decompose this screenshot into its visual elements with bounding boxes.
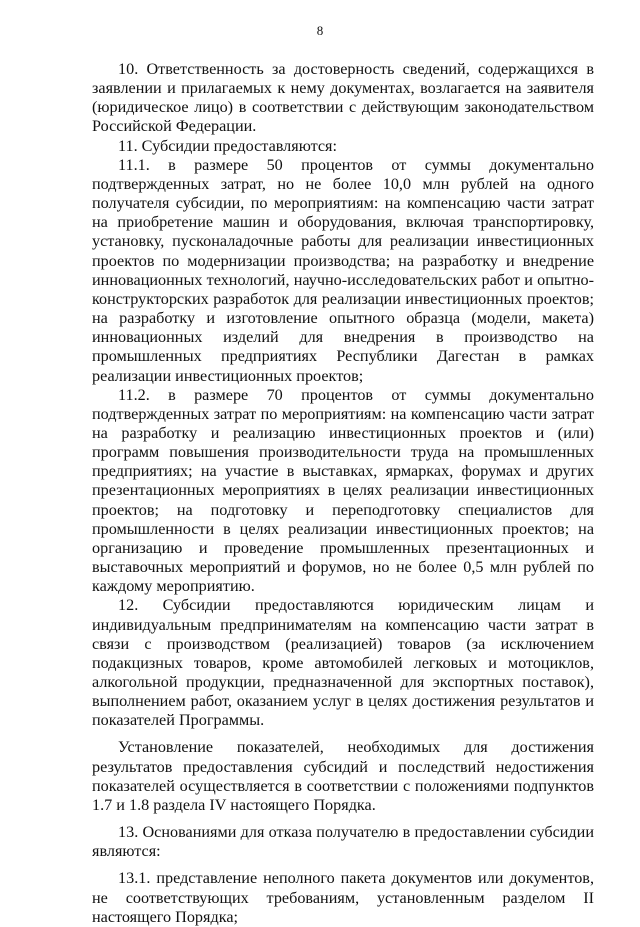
paragraph-12: 12. Субсидии предоставляются юридическим лицам и индивидуальным предпринимателям на компенсацию части затрат в связи с производством (реализацией) товаров (за исключением подакцизных товаров, кроме автомобилей легковых и мотоциклов, алкогольной продукции, предназначенной для экспортных поставок), выполнением работ, оказанием услуг в целях достижения результатов и показателей Программы.	[92, 596, 594, 730]
paragraph-13-1: 13.1. представление неполного пакета документов или документов, не соответствующих требованиям, установленным разделом II настоящего Порядка;	[92, 869, 594, 926]
paragraph-11-2: 11.2. в размере 70 процентов от суммы документально подтвержденных затрат по мероприятиям: на компенсацию части затрат на разработку и реализацию инвестиционных проектов и (или) программ повышения производительности труда на промышленных предприятиях; на участие в выставках, ярмарках, форумах и других презентационных мероприятиях в целях реализации инвестиционных проектов; на подготовку и переподготовку специалистов для промышленности в целях реализации инвестиционных проектов; на организацию и проведение промышленных презентационных и выставочных мероприятий и форумов, но не более 0,5 млн рублей по каждому мероприятию.	[92, 385, 594, 596]
page-number: 8	[316, 23, 324, 38]
paragraph-11: 11. Субсидии предоставляются:	[118, 136, 337, 155]
paragraph-11-1: 11.1. в размере 50 процентов от суммы документально подтвержденных затрат, но не более 10,0 млн рублей на одного получателя субсидии, по мероприятиям: на компенсацию части затрат на приобретение машин и оборудования, включая транспортировку, установку, пусконаладочные работы для реализации инвестиционных проектов по модернизации производства; на разработку и внедрение инновационных технологий, научно-исследовательских работ и опытно-конструкторских разработок для реализации инвестиционных проектов; на разработку и изготовление опытного образца (модели, макета) инновационных изделий для внедрения в производство на промышленных предприятиях Республики Дагестан в рамках реализации инвестиционных проектов;	[92, 155, 594, 385]
paragraph-13: 13. Основаниями для отказа получателю в предоставлении субсидии являются:	[92, 823, 594, 861]
document-body	[92, 60, 594, 927]
paragraph-12-indicators: Установление показателей, необходимых для достижения результатов предоставления субсидий и последствий недостижения показателей осуществляется в соответствии с положениями подпунктов 1.7 и 1.8 раздела IV настоящего Порядка.	[92, 738, 594, 814]
paragraph-10: 10. Ответственность за достоверность сведений, содержащихся в заявлении и прилагаемых к нему документах, возлагается на заявителя (юридическое лицо) в соответствии с действующим законодательством Российской Федерации.	[92, 60, 594, 136]
